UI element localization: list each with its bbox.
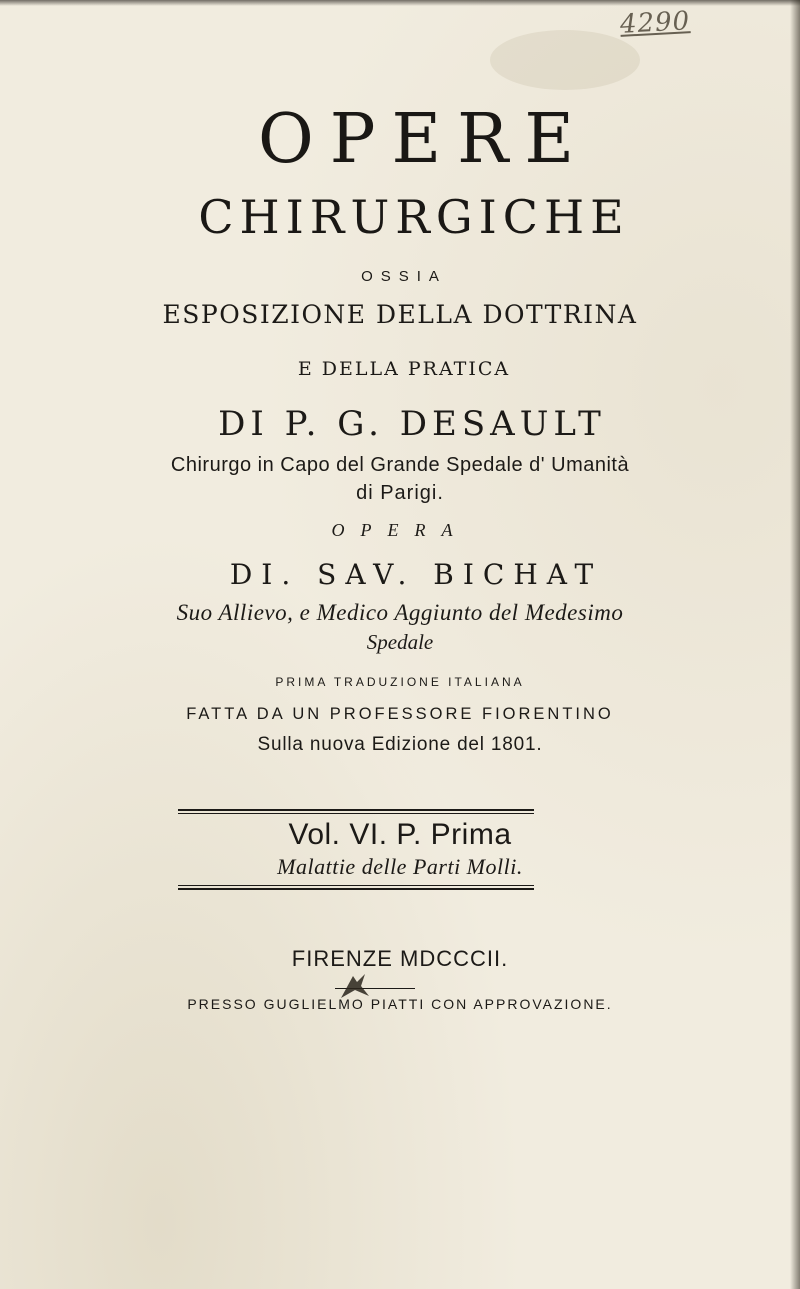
volume-rule-top-thin bbox=[178, 813, 534, 814]
author-name: DI P. G. DESAULT bbox=[218, 404, 606, 444]
subtitle-line-2: E DELLA PRATICA bbox=[297, 358, 511, 380]
ossia-label: OSSIA bbox=[361, 268, 447, 285]
publisher-line: PRESSO GUGLIELMO PIATTI CON APPROVAZIONE. bbox=[187, 996, 613, 1012]
author-role-line-1: Chirurgo in Capo del Grande Spedale d' Umanità bbox=[170, 454, 630, 476]
edition-line: Sulla nuova Edizione del 1801. bbox=[257, 734, 543, 755]
volume-subject: Malattie delle Parti Molli. bbox=[277, 854, 523, 879]
author-role-line-2: di Parigi. bbox=[356, 482, 444, 504]
imprint-place-date: FIRENZE MDCCCII. bbox=[291, 946, 509, 971]
paper-stain bbox=[490, 30, 640, 90]
opera-label: OPERA bbox=[331, 520, 469, 540]
title-chirurgiche: CHIRURGICHE bbox=[198, 190, 630, 244]
top-edge-shadow bbox=[0, 0, 800, 6]
handwritten-shelf-mark: 4290 bbox=[619, 6, 691, 40]
translator-line: FATTA DA UN PROFESSORE FIORENTINO bbox=[186, 705, 614, 723]
subtitle-line-1: ESPOSIZIONE DELLA DOTTRINA bbox=[162, 300, 638, 329]
title-opere: OPERE bbox=[258, 100, 590, 179]
translation-line: PRIMA TRADUZIONE ITALIANA bbox=[275, 675, 525, 689]
volume-rule-bottom-thin bbox=[178, 885, 534, 886]
volume-label: Vol. VI. P. Prima bbox=[288, 818, 512, 851]
volume-rule-bottom bbox=[178, 888, 534, 890]
editor-role-line-1: Suo Allievo, e Medico Aggiunto del Medesimo bbox=[176, 600, 624, 625]
editor-name: DI. SAV. BICHAT bbox=[229, 558, 603, 591]
volume-rule-top bbox=[178, 809, 534, 811]
editor-role-line-2: Spedale bbox=[366, 630, 434, 654]
